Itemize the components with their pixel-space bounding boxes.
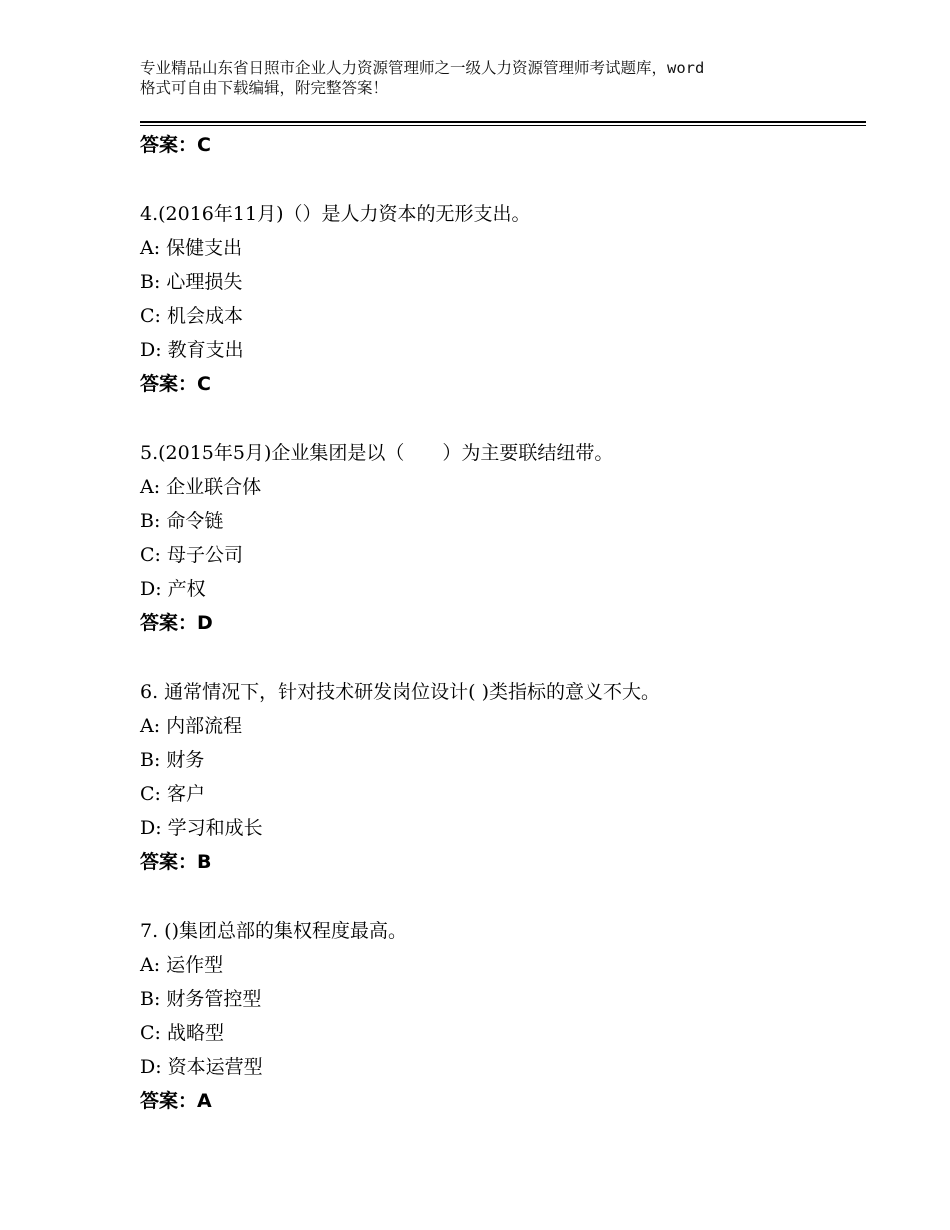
spacer [140,879,866,914]
question-block [140,436,866,640]
option-a: A: 运作型 [140,954,224,976]
answer-label: 答案：A [140,1090,212,1112]
spacer [140,401,866,436]
question-stem: 6. 通常情况下，针对技术研发岗位设计( )类指标的意义不大。 [140,681,661,703]
option-a: A: 企业联合体 [140,476,262,498]
option-c: C: 母子公司 [140,544,243,566]
option-d: D: 学习和成长 [140,817,263,839]
header-rule-thin [140,125,866,126]
option-b: B: 财务管控型 [140,988,262,1010]
option-a: A: 保健支出 [140,237,243,259]
option-c: C: 战略型 [140,1022,224,1044]
option-c: C: 客户 [140,783,205,805]
option-d: D: 资本运营型 [140,1056,263,1078]
answer-label: 答案：B [140,851,212,873]
header-rule-thick [140,121,866,123]
option-a: A: 内部流程 [140,715,243,737]
question-stem: 4.(2016年11月)（）是人力资本的无形支出。 [140,203,531,225]
answer-label: 答案：D [140,612,213,634]
question-stem: 7. ()集团总部的集权程度最高。 [140,920,407,942]
answer-label: 答案：C [140,373,211,395]
question-stem: 5.(2015年5月)企业集团是以（ ）为主要联结纽带。 [140,442,614,464]
option-b: B: 心理损失 [140,271,243,293]
option-b: B: 命令链 [140,510,224,532]
option-b: B: 财务 [140,749,205,771]
answer-label: 答案：C [140,134,211,156]
page-header [140,58,840,98]
option-d: D: 产权 [140,578,206,600]
question-list [140,128,866,1118]
question-block [140,675,866,879]
spacer [140,162,866,197]
spacer [140,640,866,675]
option-c: C: 机会成本 [140,305,243,327]
question-block [140,914,866,1118]
option-d: D: 教育支出 [140,339,244,361]
header-line-2: 格式可自由下载编辑，附完整答案！ [140,79,389,97]
question-block [140,197,866,401]
header-line-1: 专业精品山东省日照市企业人力资源管理师之一级人力资源管理师考试题库，word [140,59,705,77]
